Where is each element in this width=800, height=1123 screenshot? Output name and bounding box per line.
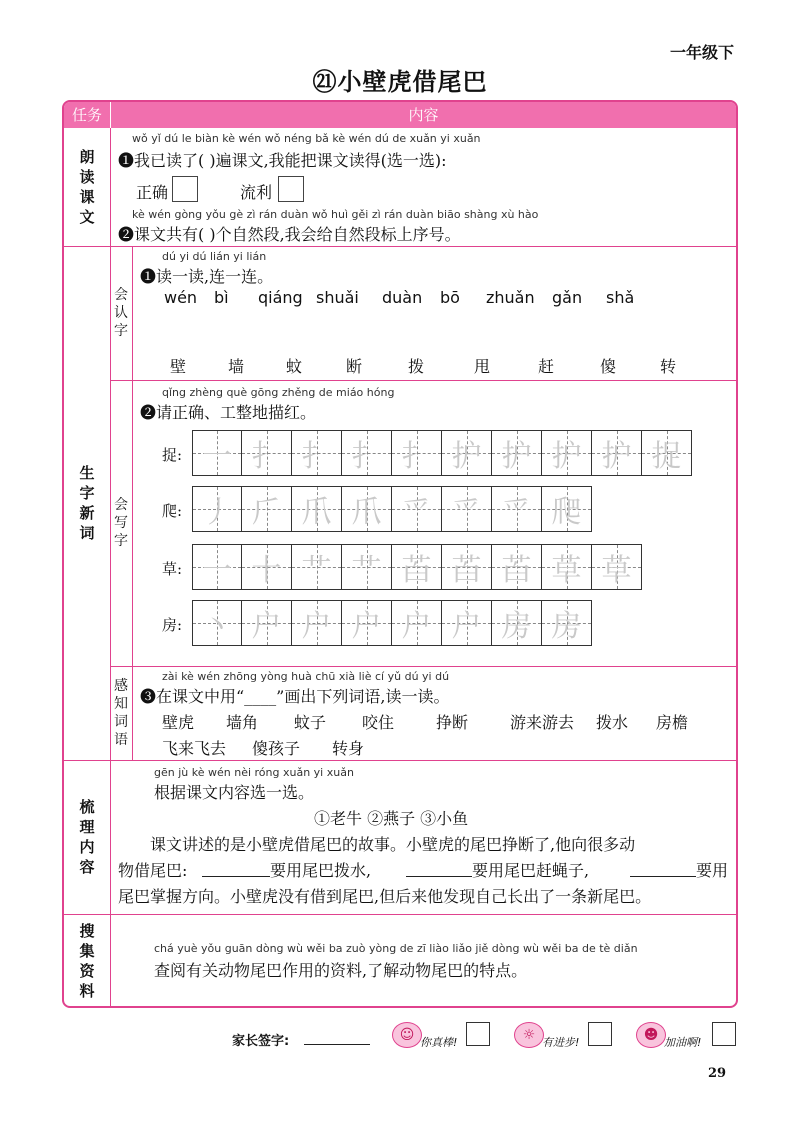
char-item[interactable]: 壁 xyxy=(170,357,187,376)
option-fluent-label: 流利 xyxy=(240,183,273,202)
word-item: 傻孩子 xyxy=(252,739,301,758)
signature-line[interactable] xyxy=(304,1044,370,1045)
sort-para2d: 要用 xyxy=(696,861,729,880)
word-item: 转身 xyxy=(332,739,365,758)
tracing-stroke: 户 xyxy=(451,609,482,644)
tracing-stroke: 艹 xyxy=(301,553,332,588)
tracing-stroke: 捉 xyxy=(651,439,682,474)
tracing-cell[interactable] xyxy=(342,600,392,646)
checkbox-keep-going[interactable] xyxy=(712,1022,736,1046)
praise-keep-going: 加油啊! xyxy=(664,1036,702,1049)
q2-text: ❷课文共有( )个自然段,我会给自然段标上序号。 xyxy=(118,225,461,244)
word-item: 挣断 xyxy=(436,713,469,732)
tracing-cell[interactable] xyxy=(492,600,542,646)
sort-text: 根据课文内容选一选。 xyxy=(154,783,315,802)
sort-para2c: 要用尾巴赶蝇子, xyxy=(472,861,590,880)
tracing-grid xyxy=(192,486,592,532)
tracing-grid xyxy=(192,544,642,590)
page-number: 29 xyxy=(708,1066,727,1081)
tracing-cell[interactable] xyxy=(292,486,342,532)
tracing-cell[interactable] xyxy=(342,486,392,532)
page-title: ㉑小壁虎借尾巴 xyxy=(312,68,488,96)
tracing-cell[interactable] xyxy=(392,544,442,590)
praise-progress: 有进步! xyxy=(542,1036,580,1049)
tracing-cell[interactable] xyxy=(392,430,442,476)
tracing-stroke: 扌 xyxy=(401,439,432,474)
tracing-stroke: 爪 xyxy=(351,495,382,530)
pinyin-item[interactable]: bō xyxy=(440,288,460,307)
section-label-new-words: 生 字 新 词 xyxy=(79,464,95,542)
sublabel-write: 会 写 字 xyxy=(114,497,128,549)
praise-great: 你真棒! xyxy=(420,1036,458,1049)
checkbox-correct[interactable] xyxy=(172,176,198,202)
tracing-stroke: 一 xyxy=(202,439,232,474)
tracing-cell[interactable] xyxy=(442,600,492,646)
sublabel-perceive: 感 知 词 语 xyxy=(114,678,128,748)
tracing-cell[interactable] xyxy=(442,430,492,476)
tracing-cell[interactable] xyxy=(292,430,342,476)
sort-pinyin: gēn jù kè wén nèi róng xuǎn yi xuǎn xyxy=(154,766,354,779)
sort-options: ①老牛 ②燕子 ③小鱼 xyxy=(314,809,469,828)
collect-pinyin: chá yuè yǒu guān dòng wù wěi ba zuò yòng de zī liào liǎo jiě dòng wù wěi ba de tè diǎn xyxy=(154,942,638,955)
q2-pinyin: kè wén gòng yǒu gè zì rán duàn wǒ huì gěi zì rán duàn biāo shàng xù hào xyxy=(132,208,539,221)
tracing-cell[interactable] xyxy=(442,544,492,590)
sunglasses-face-icon: ☺ xyxy=(392,1022,422,1048)
tracing-stroke: 房 xyxy=(551,609,582,644)
smiling-sun-icon: ☼ xyxy=(514,1022,544,1048)
tracing-stroke: 草 xyxy=(601,553,632,588)
header-task: 任务 xyxy=(71,106,102,124)
tracing-cell[interactable] xyxy=(192,600,242,646)
tracing-grid xyxy=(192,430,692,476)
tracing-stroke: 艹 xyxy=(351,553,382,588)
tracing-stroke: 爫 xyxy=(451,495,482,530)
checkbox-progress[interactable] xyxy=(588,1022,612,1046)
write-pinyin: qǐng zhèng què gōng zhěng de miáo hóng xyxy=(162,386,395,399)
grade-label: 一年级下 xyxy=(669,43,734,62)
tracing-cell[interactable] xyxy=(642,430,692,476)
tracing-stroke: 户 xyxy=(251,609,282,644)
word-item: 咬住 xyxy=(362,713,395,732)
tracing-stroke: 户 xyxy=(301,609,332,644)
tracing-cell[interactable] xyxy=(542,430,592,476)
recognize-text: ❶读一读,连一连。 xyxy=(140,267,274,286)
pinyin-item[interactable]: shǎ xyxy=(606,288,635,307)
tracing-cell[interactable] xyxy=(242,486,292,532)
tracing-cell[interactable] xyxy=(242,430,292,476)
tracing-cell[interactable] xyxy=(342,430,392,476)
tracing-cell[interactable] xyxy=(392,600,442,646)
q1-pinyin: wǒ yǐ dú le biàn kè wén wǒ néng bǎ kè wén dú de xuǎn yi xuǎn xyxy=(132,132,481,145)
sort-para1: 课文讲述的是小壁虎借尾巴的故事。小壁虎的尾巴挣断了,他向很多动 xyxy=(150,835,636,854)
pinyin-item[interactable]: duàn xyxy=(382,288,423,307)
worksheet-table xyxy=(62,100,738,1008)
tracing-stroke: 房 xyxy=(501,609,532,644)
sort-para2b: 要用尾巴拨水, xyxy=(270,861,372,880)
section-label-sort: 梳 理 内 容 xyxy=(79,798,95,876)
word-item: 拨水 xyxy=(596,713,629,732)
char-item[interactable]: 墙 xyxy=(228,357,245,376)
pinyin-item[interactable]: bì xyxy=(214,288,229,307)
pinyin-item[interactable]: zhuǎn xyxy=(486,288,535,307)
tracing-cell[interactable] xyxy=(542,544,592,590)
char-item[interactable]: 蚊 xyxy=(286,357,303,376)
collect-text: 查阅有关动物尾巴作用的资料,了解动物尾巴的特点。 xyxy=(154,961,528,980)
tracing-stroke: 苩 xyxy=(451,553,482,588)
tracing-stroke: 丶 xyxy=(202,609,232,644)
tracing-stroke: 爬 xyxy=(551,495,582,530)
tracing-stroke: 扌 xyxy=(301,439,332,474)
subcol-divider xyxy=(132,246,133,760)
pinyin-item[interactable]: qiáng xyxy=(258,288,303,307)
pinyin-item[interactable]: shuǎi xyxy=(316,288,359,307)
tracing-stroke: 护 xyxy=(551,439,582,474)
tracing-stroke: 爫 xyxy=(401,495,432,530)
row-divider xyxy=(110,666,736,667)
tracing-cell[interactable] xyxy=(292,600,342,646)
checkbox-great[interactable] xyxy=(466,1022,490,1046)
tracing-cell[interactable] xyxy=(192,486,242,532)
word-item: 飞来飞去 xyxy=(162,739,227,758)
tracing-cell[interactable] xyxy=(192,544,242,590)
tracing-grid xyxy=(192,600,592,646)
tracing-row-label: 捉: xyxy=(162,446,183,464)
tracing-cell[interactable] xyxy=(592,430,642,476)
tracing-cell[interactable] xyxy=(542,486,592,532)
tracing-cell[interactable] xyxy=(242,544,292,590)
tracing-row-label: 爬: xyxy=(162,502,183,520)
perceive-pinyin: zài kè wén zhōng yòng huà chū xià liè cí yǔ dú yi dú xyxy=(162,670,450,683)
char-item[interactable]: 断 xyxy=(346,357,363,376)
parent-signature-label: 家长签字: xyxy=(232,1034,290,1049)
table-header xyxy=(64,102,736,128)
tracing-cell[interactable] xyxy=(242,600,292,646)
recognize-pinyin: dú yi dú lián yi lián xyxy=(162,250,267,263)
tracing-cell[interactable] xyxy=(442,486,492,532)
row-divider xyxy=(110,380,736,381)
perceive-text: ❸在课文中用“____”画出下列词语,读一读。 xyxy=(140,687,450,706)
char-item[interactable]: 傻 xyxy=(600,357,617,376)
row-divider xyxy=(64,914,736,915)
blank-1[interactable] xyxy=(202,876,270,877)
row-divider xyxy=(64,246,736,247)
tracing-cell[interactable] xyxy=(342,544,392,590)
tracing-stroke: 苩 xyxy=(401,553,432,588)
cheering-face-icon: ☻ xyxy=(636,1022,666,1048)
tracing-stroke: 丿 xyxy=(202,495,232,530)
sort-para3: 尾巴掌握方向。小壁虎没有借到尾巴,但后来他发现自己长出了一条新尾巴。 xyxy=(118,887,652,906)
tracing-stroke: 爫 xyxy=(501,495,532,530)
tracing-row-label: 房: xyxy=(162,616,183,634)
tracing-cell[interactable] xyxy=(292,544,342,590)
tracing-cell[interactable] xyxy=(492,430,542,476)
word-item: 壁虎 xyxy=(162,713,195,732)
tracing-cell[interactable] xyxy=(192,430,242,476)
tracing-cell[interactable] xyxy=(492,486,542,532)
pinyin-item[interactable]: gǎn xyxy=(552,288,583,307)
tracing-stroke: 护 xyxy=(501,439,532,474)
word-item: 房檐 xyxy=(656,713,689,732)
tracing-cell[interactable] xyxy=(492,544,542,590)
char-item[interactable]: 甩 xyxy=(474,357,491,376)
section-label-reading: 朗 读 课 文 xyxy=(79,148,95,226)
sort-para2a: 物借尾巴: xyxy=(118,861,188,880)
tracing-stroke: 户 xyxy=(401,609,432,644)
sublabel-recognize: 会 认 字 xyxy=(114,287,128,339)
q1-text: ❶我已读了( )遍课文,我能把课文读得(选一选): xyxy=(118,151,447,170)
tracing-cell[interactable] xyxy=(392,486,442,532)
header-content: 内容 xyxy=(110,102,736,128)
char-item[interactable]: 拨 xyxy=(408,357,425,376)
tracing-stroke: 户 xyxy=(351,609,382,644)
checkbox-fluent[interactable] xyxy=(278,176,304,202)
row-divider xyxy=(64,760,736,761)
pinyin-item[interactable]: wén xyxy=(164,288,198,307)
tracing-stroke: 爪 xyxy=(301,495,332,530)
tracing-stroke: 一 xyxy=(202,553,232,588)
tracing-stroke: 草 xyxy=(551,553,582,588)
option-correct-label: 正确 xyxy=(136,183,169,202)
tracing-stroke: 苩 xyxy=(501,553,532,588)
word-item: 蚊子 xyxy=(294,713,327,732)
tracing-stroke: 十 xyxy=(251,553,282,588)
char-item[interactable]: 转 xyxy=(660,357,677,376)
tracing-stroke: 扌 xyxy=(351,439,382,474)
char-item[interactable]: 赶 xyxy=(538,357,555,376)
blank-3[interactable] xyxy=(630,876,696,877)
word-item: 墙角 xyxy=(226,713,259,732)
tracing-cell[interactable] xyxy=(592,544,642,590)
tracing-stroke: 扌 xyxy=(251,439,282,474)
tracing-row-label: 草: xyxy=(162,560,183,578)
section-label-collect: 搜 集 资 料 xyxy=(79,922,95,1000)
word-item: 游来游去 xyxy=(510,713,575,732)
blank-2[interactable] xyxy=(406,876,472,877)
tracing-stroke: 护 xyxy=(451,439,482,474)
tracing-cell[interactable] xyxy=(542,600,592,646)
tracing-stroke: 𠂆 xyxy=(251,495,282,530)
tracing-stroke: 护 xyxy=(601,439,632,474)
write-text: ❷请正确、工整地描红。 xyxy=(140,403,317,422)
